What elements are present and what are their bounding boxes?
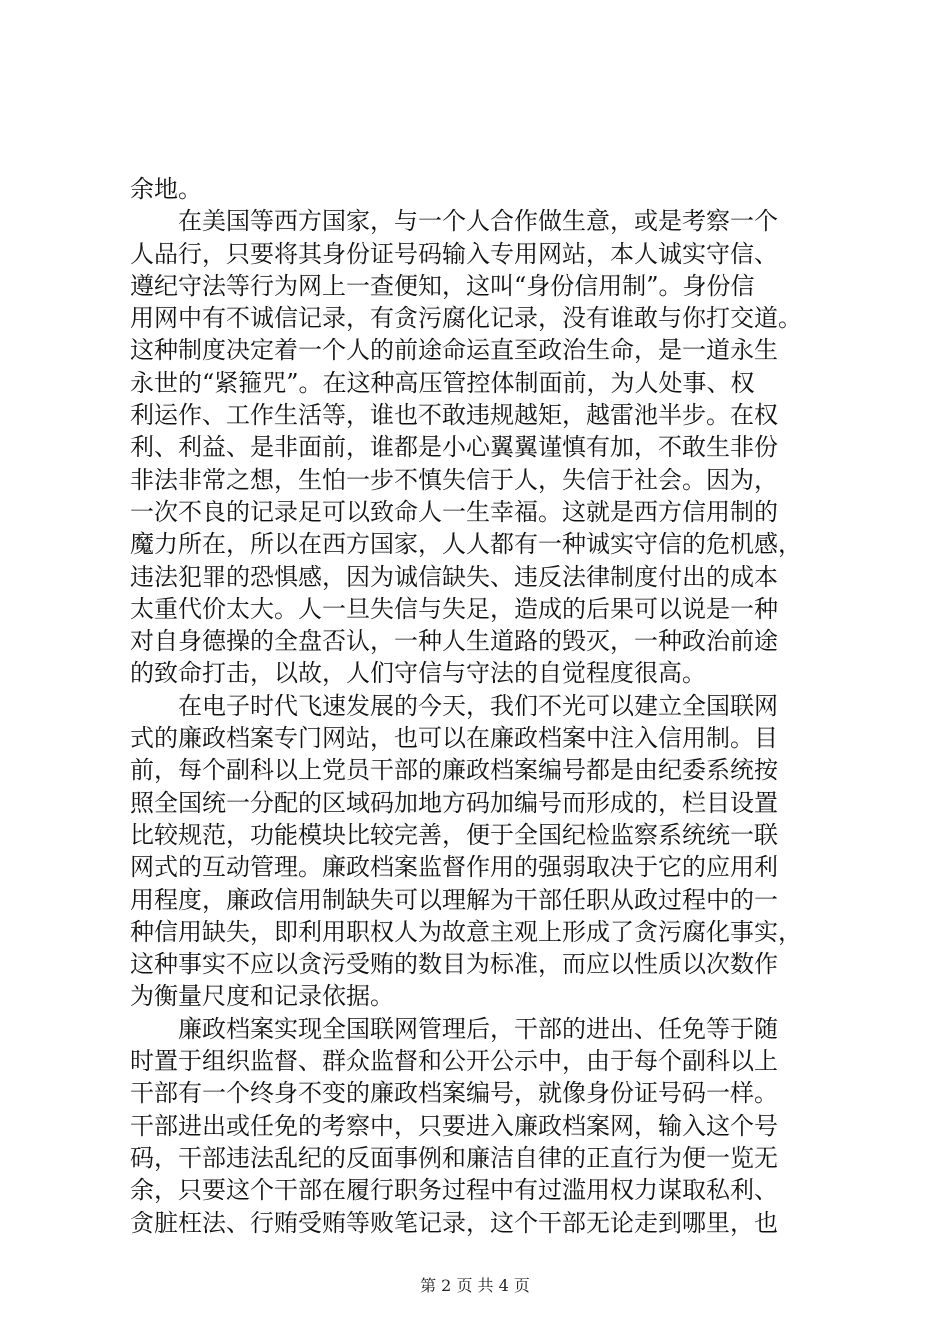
text-line: 种信用缺失，即利用职权人为故意主观上形成了贪污腐化事实， [130, 917, 802, 946]
text-line: 余地。 [130, 175, 202, 203]
text-line: 利运作、工作生活等，谁也不敢违规越矩，越雷池半步。在权 [130, 401, 778, 430]
paragraph [130, 1013, 820, 1239]
text-line: 太重代价太大。人一旦失信与失足，造成的后果可以说是一种 [130, 594, 778, 623]
paragraph [130, 690, 820, 1013]
text-line: 这种事实不应以贪污受贿的数目为标准，而应以性质以次数作 [130, 950, 778, 979]
text-line: 比较规范，功能模块比较完善，便于全国纪检监察系统统一联 [130, 820, 778, 849]
text-line: 用程度，廉政信用制缺失可以理解为干部任职从政过程中的一 [130, 885, 778, 914]
text-line: 魔力所在，所以在西方国家，人人都有一种诚实守信的危机感， [130, 530, 802, 559]
text-line: 人品行，只要将其身份证号码输入专用网站，本人诚实守信、 [130, 239, 778, 268]
text-line: 贪脏枉法、行贿受贿等败笔记录，这个干部无论走到哪里，也 [130, 1208, 778, 1237]
text-line: 对自身德操的全盘否认，一种人生道路的毁灭，一种政治前途 [130, 627, 778, 656]
text-line: 干部有一个终身不变的廉政档案编号，就像身份证号码一样。 [130, 1079, 778, 1108]
text-line: 码，干部违法乱纪的反面事例和廉洁自律的正直行为便一览无 [130, 1143, 778, 1172]
text-line: 这种制度决定着一个人的前途命运直至政治生命，是一道永生 [130, 336, 778, 365]
text-line: 遵纪守法等行为网上一查便知，这叫“身份信用制”。身份信 [130, 271, 755, 300]
text-line: 违法犯罪的恐惧感，因为诚信缺失、违反法律制度付出的成本 [130, 562, 778, 591]
text-line: 网式的互动管理。廉政档案监督作用的强弱取决于它的应用利 [130, 853, 778, 882]
text-line: 在电子时代飞速发展的今天，我们不光可以建立全国联网 [178, 691, 778, 720]
text-line: 前，每个副科以上党员干部的廉政档案编号都是由纪委系统按 [130, 756, 778, 785]
text-line: 干部进出或任免的考察中，只要进入廉政档案网，输入这个号 [130, 1111, 778, 1140]
text-line: 在美国等西方国家，与一个人合作做生意，或是考察一个 [178, 207, 778, 236]
text-line: 式的廉政档案专门网站，也可以在廉政档案中注入信用制。目 [130, 724, 778, 753]
text-line: 廉政档案实现全国联网管理后，干部的进出、任免等于随 [178, 1014, 778, 1043]
text-line: 永世的“紧箍咒”。在这种高压管控体制面前，为人处事、权 [130, 368, 755, 397]
paragraph [130, 205, 820, 689]
page-footer: 第 2 页 共 4 页 [420, 1276, 530, 1295]
text-line: 余，只要这个干部在履行职务过程中有过滥用权力谋取私利、 [130, 1176, 778, 1205]
text-line: 利、利益、是非面前，谁都是小心翼翼谨慎有加，不敢生非份 [130, 433, 778, 462]
text-line: 用网中有不诚信记录，有贪污腐化记录，没有谁敢与你打交道。 [130, 304, 802, 333]
document-body [130, 173, 820, 1239]
paragraph [130, 173, 820, 205]
text-line: 照全国统一分配的区域码加地方码加编号而形成的，栏目设置 [130, 788, 778, 817]
text-line: 一次不良的记录足可以致命人一生幸福。这就是西方信用制的 [130, 497, 778, 526]
text-line: 非法非常之想，生怕一步不慎失信于人，失信于社会。因为， [130, 465, 778, 494]
text-line: 为衡量尺度和记录依据。 [130, 982, 394, 1011]
text-line: 的致命打击，以故，人们守信与守法的自觉程度很高。 [130, 659, 706, 688]
text-line: 时置于组织监督、群众监督和公开公示中，由于每个副科以上 [130, 1047, 778, 1076]
